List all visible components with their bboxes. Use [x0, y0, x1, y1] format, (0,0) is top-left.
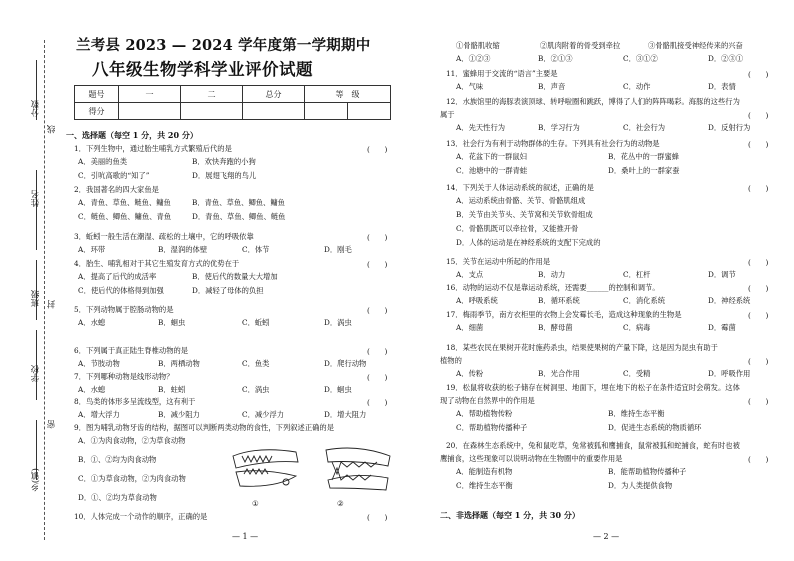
table-cell: 二 [181, 86, 243, 103]
option[interactable]: C．动作 [623, 82, 651, 91]
option[interactable]: B．维持生态平衡 [608, 409, 665, 418]
option[interactable]: B．学习行为 [538, 123, 580, 132]
cut-mark-seal: 封 [47, 300, 57, 309]
option[interactable]: A．能制造有机物 [456, 467, 513, 476]
option[interactable]: D．蛔虫 [324, 385, 352, 394]
option[interactable]: A．呼吸系统 [456, 296, 498, 305]
option[interactable]: D．呼吸作用 [708, 369, 751, 378]
option[interactable]: C．病毒 [623, 323, 651, 332]
option[interactable]: D．爬行动物 [324, 359, 367, 368]
answer-paren[interactable]: ( ) [367, 260, 388, 269]
option[interactable]: C．涡虫 [242, 385, 270, 394]
question-19: 19．松鼠将收获的松子储存在树洞里、地面下，埋在地下的松子在条件适宜时会萌发。这体 [446, 383, 740, 392]
option[interactable]: B．花丛中的一群蜜蜂 [608, 152, 680, 161]
section-heading: 一、选择题（每空 1 分，共 20 分） [66, 130, 198, 140]
option[interactable]: C．消化系统 [623, 296, 666, 305]
option[interactable]: A．花盆下的一群鼠妇 [456, 152, 527, 161]
option[interactable]: C．③①② [623, 54, 658, 63]
option[interactable]: A．①②③ [456, 54, 491, 63]
question-6: 6．下列属于真正陆生脊椎动物的是 [74, 346, 189, 355]
page-left [62, 0, 402, 561]
option-line: ②肌肉附着的骨受到牵拉 [540, 41, 621, 50]
option[interactable]: D．为人类提供食物 [608, 481, 673, 490]
option[interactable]: D．人体的运动是在神经系统的支配下完成的 [456, 238, 601, 247]
town-label: 乡(镇) [31, 468, 41, 492]
option[interactable]: A．细菌 [456, 323, 484, 332]
option[interactable]: B．声音 [538, 82, 566, 91]
page-number: — 1 — [232, 532, 259, 541]
option[interactable]: B．青鱼、草鱼、鲫鱼、鳙鱼 [192, 198, 285, 207]
answer-paren[interactable]: ( ) [748, 455, 769, 464]
option[interactable]: C．减少浮力 [242, 410, 285, 419]
question-2: 2．我国著名的四大家鱼是 [74, 185, 159, 194]
option-line: ③骨骼肌接受神经传来的兴奋 [648, 41, 743, 50]
score-cell[interactable] [119, 103, 181, 120]
name-label: 姓名 [31, 190, 41, 207]
option[interactable]: C．蚯蚓 [242, 318, 270, 327]
answer-paren[interactable]: ( ) [367, 398, 388, 407]
exam-title-line1: 兰考县 2023 — 2024 学年度第一学期期中 [76, 37, 371, 54]
option[interactable]: C．鱼类 [242, 359, 270, 368]
answer-paren[interactable]: ( ) [367, 145, 388, 154]
table-cell: 一 [119, 86, 181, 103]
table-cell: 得分 [75, 103, 119, 120]
score-cell[interactable] [243, 103, 305, 120]
question-18: 18．某些农民在果树开花时施药杀虫，结果使果树的产量下降，这是因为昆虫有助于 [446, 343, 718, 352]
question-7: 7．下列哪种动物是线形动物？ [74, 372, 174, 381]
option[interactable]: D．表情 [708, 82, 736, 91]
table-cell: 总分 [243, 86, 305, 103]
class-label: 班级 [31, 290, 41, 307]
option[interactable]: B．酵母菌 [538, 323, 573, 332]
answer-paren[interactable]: ( ) [367, 306, 388, 315]
question-15: 15．关节在运动中所起的作用是 [446, 257, 551, 266]
answer-paren[interactable]: ( ) [367, 347, 388, 356]
option[interactable]: C．维持生态平衡 [456, 481, 513, 490]
question-10: 10．人体完成一个动作的顺序，正确的是 [74, 512, 208, 521]
table-cell: 题号 [75, 86, 119, 103]
option[interactable]: C．社会行为 [623, 123, 666, 132]
option[interactable]: D．神经系统 [708, 296, 751, 305]
binding-margin [0, 0, 62, 561]
option[interactable]: B．蛀蚓 [158, 385, 186, 394]
answer-paren[interactable]: ( ) [367, 233, 388, 242]
question-20-cont: 鹰捕食，这些现象可以说明动物在生物圈中的重要作用是 [440, 454, 623, 463]
option[interactable]: B．②①③ [538, 54, 573, 63]
answer-paren[interactable]: ( ) [748, 357, 769, 366]
cut-line [44, 40, 45, 540]
option[interactable]: A．水螅 [78, 385, 106, 394]
question-19-cont: 现了动物在自然界中的作用是 [440, 396, 535, 405]
score-cell[interactable] [181, 103, 243, 120]
option[interactable]: A．支点 [456, 270, 484, 279]
option[interactable]: B．蛔虫 [158, 318, 186, 327]
option[interactable]: C．帮助植物传播种子 [456, 423, 528, 432]
option[interactable]: D．减轻了母体的负担 [192, 286, 264, 295]
option[interactable]: C．受精 [623, 369, 651, 378]
answer-paren[interactable]: ( ) [367, 513, 388, 522]
option[interactable]: D．促进生态系统的物质循环 [608, 423, 702, 432]
answer-paren[interactable]: ( ) [367, 373, 388, 382]
option[interactable]: A．环带 [78, 245, 106, 254]
figure-label-2: ② [337, 499, 344, 508]
question-13: 13．社会行为有利于动物群体的生存。下列具有社会行为的动物是 [446, 139, 660, 148]
score-label: 分数 [31, 100, 41, 117]
option[interactable]: A．帮助植物传粉 [456, 409, 513, 418]
option[interactable]: B．两栖动物 [158, 359, 200, 368]
option[interactable]: D．增大阻力 [324, 410, 367, 419]
option[interactable]: A．传粉 [456, 369, 484, 378]
question-20: 20．在森林生态系统中，兔和鼠吃草，兔常被狐和鹰捕食，鼠常被狐和蛇捕食，蛇有时也被 [446, 441, 740, 450]
option[interactable]: A．增大浮力 [78, 410, 120, 419]
question-12-cont: 属于 [440, 110, 455, 119]
option[interactable]: B．能帮助植物传播种子 [608, 467, 687, 476]
option[interactable]: A．运动系统由骨骼、关节、骨骼肌组成 [456, 196, 586, 205]
question-9: 9．图为哺乳动物牙齿的结构，据图可以判断两类动物的食性，下列叙述正确的是 [74, 423, 335, 432]
option[interactable]: B．减少阻力 [158, 410, 200, 419]
question-8: 8．鸟类的体形多呈流线型，这有利于 [74, 397, 196, 406]
answer-paren[interactable]: ( ) [748, 70, 769, 79]
exam-title-line2: 八年级生物学科学业评价试题 [92, 60, 313, 79]
page-number: — 2 — [593, 532, 620, 541]
answer-paren[interactable]: ( ) [748, 284, 769, 293]
option[interactable]: C．鲢鱼、鲫鱼、鳙鱼、青鱼 [78, 212, 172, 221]
option[interactable]: A．先天性行为 [456, 123, 506, 132]
question-4: 4．胎生、哺乳相对于其它生殖发育方式的优势在于 [74, 259, 240, 268]
option[interactable]: A．美丽的鱼类 [78, 157, 128, 166]
answer-paren[interactable]: ( ) [748, 140, 769, 149]
score-table [74, 85, 391, 120]
option[interactable]: C．体节 [242, 245, 270, 254]
question-1: 1．下列生物中，通过胎生哺乳方式繁殖后代的是 [74, 144, 232, 153]
question-3: 3．蚯蚓一般生活在潮湿、疏松的土壤中，它的呼吸依靠 [74, 232, 254, 241]
option[interactable]: C．使后代的体格得到加强 [78, 286, 164, 295]
option[interactable]: A．提高了后代的成活率 [78, 272, 157, 281]
option[interactable]: B．①、②均为肉食动物 [78, 455, 157, 464]
school-label: 学校 [31, 365, 41, 382]
option[interactable]: D．刚毛 [324, 245, 352, 254]
score-cell[interactable] [305, 103, 348, 120]
table-cell: 等 级 [305, 86, 391, 103]
tooth-diagram-2 [326, 448, 390, 490]
answer-paren[interactable]: ( ) [748, 397, 769, 406]
option[interactable]: D．桑叶上的一群家蚕 [608, 166, 680, 175]
option[interactable]: A．节肢动物 [78, 359, 120, 368]
option[interactable]: A．青鱼、草鱼、鲢鱼、鳙鱼 [78, 198, 171, 207]
option[interactable]: A．水螅 [78, 318, 106, 327]
option[interactable]: C．①为草食动物，②为肉食动物 [78, 474, 186, 483]
option[interactable]: D．②③① [708, 54, 744, 63]
option[interactable]: C．引吭高歌的“知了” [78, 171, 150, 180]
option[interactable]: D．①、②均为草食动物 [78, 493, 157, 502]
option[interactable]: B．光合作用 [538, 369, 580, 378]
option-line: ①骨骼肌收缩 [456, 41, 500, 50]
tooth-diagram-1 [233, 450, 298, 487]
option[interactable]: C．杠杆 [623, 270, 651, 279]
cut-mark-secret: 密 [47, 420, 57, 429]
answer-paren[interactable]: ( ) [748, 111, 769, 120]
option[interactable]: D．展翅飞翔的鸟儿 [192, 171, 257, 180]
option[interactable]: D．青鱼、草鱼、鲫鱼、鲢鱼 [192, 212, 286, 221]
question-16: 16．动物的运动不仅是靠运动系统，还需要______的控制和调节。 [446, 283, 660, 292]
option[interactable]: B．湿润的体壁 [158, 245, 208, 254]
option[interactable]: B．使后代的数量大大增加 [192, 272, 278, 281]
table-row [75, 103, 391, 120]
option[interactable]: B．动力 [538, 270, 566, 279]
option[interactable]: B．循环系统 [538, 296, 580, 305]
divider [36, 170, 37, 250]
option[interactable]: D．涡虫 [324, 318, 352, 327]
cut-mark-line: 线 [47, 125, 57, 134]
option[interactable]: D．调节 [708, 270, 736, 279]
option[interactable]: D．反射行为 [708, 123, 751, 132]
option[interactable]: D．霉菌 [708, 323, 736, 332]
option[interactable]: C．池塘中的一群青蛙 [456, 166, 528, 175]
option[interactable]: B．关节由关节头、关节窝和关节软骨组成 [456, 210, 593, 219]
question-5: 5．下列动物属于腔肠动物的是 [74, 305, 174, 314]
question-14: 14．下列关于人体运动系统的叙述，正确的是 [446, 183, 594, 192]
answer-paren[interactable]: ( ) [748, 258, 769, 267]
question-18-cont: 植物的 [440, 356, 462, 365]
question-17: 17．梅雨季节，南方衣柜里的衣物上会发霉长毛，造成这种现象的生物是 [446, 310, 682, 319]
option[interactable]: A．①为肉食动物，②为草食动物 [78, 436, 186, 445]
answer-paren[interactable]: ( ) [748, 184, 769, 193]
page-right [408, 0, 794, 561]
figure-label-1: ① [252, 499, 259, 508]
option[interactable]: B．欢快奔跑的小狗 [192, 157, 256, 166]
question-11: 11．蜜蜂用于交流的“语言”主要是 [446, 69, 558, 78]
answer-paren[interactable]: ( ) [748, 311, 769, 320]
question-12: 12．水族馆里的海豚表演顶球、转呼啦圈和跳跃，博得了人们的阵阵喝彩。海豚的这些行为 [446, 97, 740, 106]
option[interactable]: C．骨骼肌既可以牵拉骨，又能推开骨 [456, 224, 579, 233]
score-cell[interactable] [348, 103, 391, 120]
option[interactable]: A．气味 [456, 82, 484, 91]
section-heading: 二、非选择题（每空 1 分，共 30 分） [440, 510, 580, 520]
table-row [75, 86, 391, 103]
